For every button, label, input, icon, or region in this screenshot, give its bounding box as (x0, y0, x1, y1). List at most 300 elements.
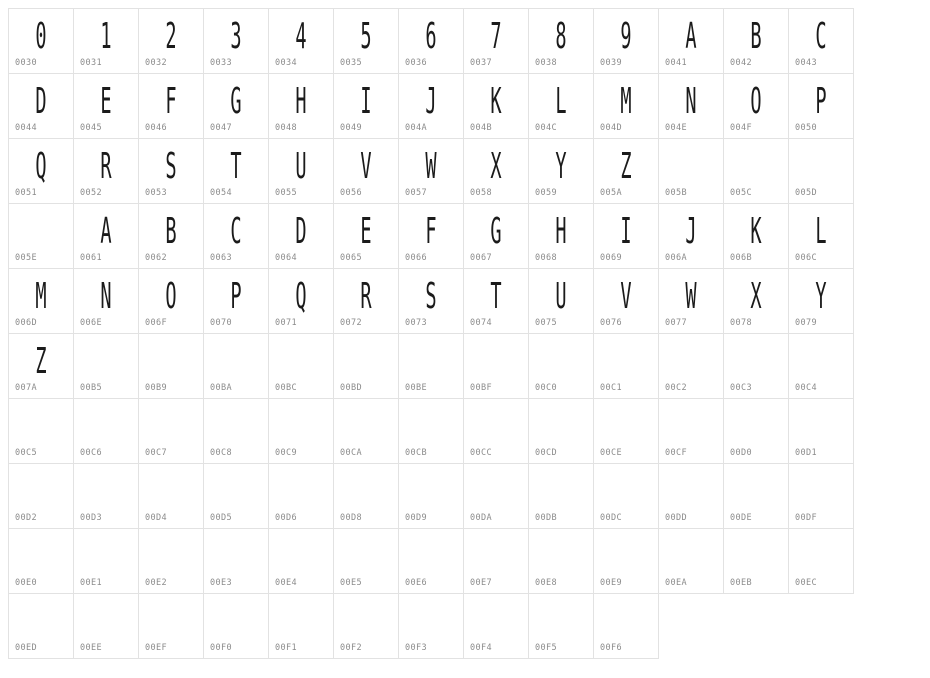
glyph-character (606, 340, 646, 385)
glyph-cell[interactable] (659, 204, 724, 269)
glyph-character (606, 470, 646, 515)
glyph-unicode-code: 00D8 (340, 513, 363, 523)
glyph-unicode-code: 00EA (665, 578, 688, 588)
glyph-character (151, 340, 191, 385)
glyph-unicode-code: 0037 (470, 58, 493, 68)
glyph-character (281, 470, 321, 515)
glyph-unicode-code: 005B (665, 188, 688, 198)
glyph-character: S (425, 276, 437, 318)
glyph-cell[interactable] (204, 594, 269, 659)
glyph-unicode-code: 00BF (470, 383, 493, 393)
glyph-unicode-code: 004E (665, 123, 688, 133)
glyph-cell[interactable] (724, 269, 789, 334)
glyph-cell[interactable] (334, 529, 399, 594)
glyph-cell[interactable] (529, 269, 594, 334)
glyph-unicode-code: 0052 (80, 188, 103, 198)
glyph-unicode-code: 0034 (275, 58, 298, 68)
glyph-character: I (360, 81, 372, 123)
glyph-character (151, 535, 191, 580)
glyph-unicode-code: 00F5 (535, 643, 558, 653)
glyph-character (671, 470, 711, 515)
glyph-character: 9 (620, 16, 632, 58)
glyph-cell[interactable] (399, 464, 464, 529)
glyph-cell[interactable] (269, 399, 334, 464)
glyph-character: H (555, 211, 567, 253)
glyph-unicode-code: 006C (795, 253, 818, 263)
glyph-character: Y (555, 146, 567, 188)
glyph-unicode-code: 00E0 (15, 578, 38, 588)
glyph-cell[interactable] (204, 334, 269, 399)
glyph-character (151, 470, 191, 515)
glyph-cell[interactable] (139, 74, 204, 139)
glyph-unicode-code: 00C1 (600, 383, 623, 393)
glyph-unicode-code: 0036 (405, 58, 428, 68)
glyph-unicode-code: 00D4 (145, 513, 168, 523)
glyph-cell[interactable] (139, 594, 204, 659)
glyph-character (411, 600, 451, 645)
glyph-unicode-code: 00DD (665, 513, 688, 523)
glyph-cell[interactable] (789, 9, 854, 74)
glyph-unicode-code: 00C3 (730, 383, 753, 393)
glyph-cell[interactable] (74, 139, 139, 204)
glyph-unicode-code: 0073 (405, 318, 428, 328)
glyph-cell[interactable] (269, 269, 334, 334)
glyph-character: G (230, 81, 242, 123)
glyph-unicode-code: 0042 (730, 58, 753, 68)
glyph-character (801, 535, 841, 580)
glyph-cell[interactable] (269, 139, 334, 204)
glyph-unicode-code: 00EE (80, 643, 103, 653)
glyph-unicode-code: 00E6 (405, 578, 428, 588)
glyph-unicode-code: 006F (145, 318, 168, 328)
glyph-cell[interactable] (659, 464, 724, 529)
glyph-cell[interactable] (659, 74, 724, 139)
glyph-character: E (360, 211, 372, 253)
glyph-unicode-code: 00CB (405, 448, 428, 458)
glyph-unicode-code: 00C4 (795, 383, 818, 393)
glyph-cell[interactable] (334, 9, 399, 74)
glyph-cell[interactable] (74, 464, 139, 529)
glyph-cell[interactable] (139, 464, 204, 529)
glyph-cell[interactable] (724, 139, 789, 204)
glyph-unicode-code: 0059 (535, 188, 558, 198)
glyph-cell[interactable] (9, 139, 74, 204)
glyph-unicode-code: 004B (470, 123, 493, 133)
glyph-cell[interactable] (529, 399, 594, 464)
glyph-character (541, 340, 581, 385)
glyph-cell[interactable] (334, 594, 399, 659)
glyph-cell[interactable] (529, 594, 594, 659)
glyph-character (346, 470, 386, 515)
glyph-cell[interactable] (789, 334, 854, 399)
glyph-unicode-code: 00BD (340, 383, 363, 393)
glyph-cell[interactable] (334, 139, 399, 204)
glyph-unicode-code: 00E1 (80, 578, 103, 588)
glyph-cell[interactable] (9, 74, 74, 139)
glyph-unicode-code: 0057 (405, 188, 428, 198)
glyph-character (346, 405, 386, 450)
glyph-unicode-code: 0044 (15, 123, 38, 133)
glyph-unicode-code: 00D2 (15, 513, 38, 523)
glyph-character: C (815, 16, 827, 58)
glyph-unicode-code: 006E (80, 318, 103, 328)
glyph-character (476, 340, 516, 385)
glyph-character: M (620, 81, 632, 123)
glyph-unicode-code: 00EB (730, 578, 753, 588)
glyph-unicode-code: 004F (730, 123, 753, 133)
glyph-cell[interactable] (594, 464, 659, 529)
glyph-unicode-code: 005C (730, 188, 753, 198)
glyph-cell[interactable] (464, 74, 529, 139)
glyph-cell[interactable] (334, 399, 399, 464)
glyph-unicode-code: 005A (600, 188, 623, 198)
glyph-character: Y (815, 276, 827, 318)
glyph-cell[interactable] (334, 334, 399, 399)
glyph-cell[interactable] (789, 399, 854, 464)
glyph-cell[interactable] (9, 204, 74, 269)
glyph-cell[interactable] (464, 204, 529, 269)
glyph-character (21, 210, 61, 255)
glyph-character: Q (35, 146, 47, 188)
glyph-cell[interactable] (74, 204, 139, 269)
glyph-character (801, 470, 841, 515)
glyph-character (736, 340, 776, 385)
glyph-unicode-code: 00C2 (665, 383, 688, 393)
glyph-cell[interactable] (529, 9, 594, 74)
glyph-cell[interactable] (399, 139, 464, 204)
glyph-cell[interactable] (399, 529, 464, 594)
glyph-character (21, 405, 61, 450)
glyph-cell[interactable] (789, 204, 854, 269)
glyph-cell[interactable] (594, 9, 659, 74)
glyph-character: O (750, 81, 762, 123)
glyph-cell[interactable] (204, 139, 269, 204)
glyph-cell[interactable] (594, 139, 659, 204)
glyph-cell[interactable] (659, 139, 724, 204)
glyph-cell[interactable] (334, 464, 399, 529)
glyph-cell[interactable] (464, 529, 529, 594)
glyph-cell[interactable] (529, 464, 594, 529)
glyph-unicode-code: 0045 (80, 123, 103, 133)
glyph-cell[interactable] (139, 334, 204, 399)
glyph-unicode-code: 00D6 (275, 513, 298, 523)
glyph-character (21, 535, 61, 580)
glyph-unicode-code: 00D5 (210, 513, 233, 523)
glyph-character (216, 470, 256, 515)
glyph-unicode-code: 00ED (15, 643, 38, 653)
glyph-cell[interactable] (74, 9, 139, 74)
glyph-character: L (555, 81, 567, 123)
glyph-unicode-code: 0054 (210, 188, 233, 198)
glyph-unicode-code: 006D (15, 318, 38, 328)
glyph-unicode-code: 00C5 (15, 448, 38, 458)
glyph-unicode-code: 004C (535, 123, 558, 133)
glyph-cell[interactable] (464, 334, 529, 399)
glyph-cell[interactable] (139, 139, 204, 204)
glyph-cell[interactable] (464, 399, 529, 464)
glyph-cell[interactable] (529, 204, 594, 269)
glyph-character: B (750, 16, 762, 58)
glyph-cell[interactable] (9, 399, 74, 464)
glyph-unicode-code: 0046 (145, 123, 168, 133)
glyph-cell[interactable] (464, 594, 529, 659)
glyph-character: C (230, 211, 242, 253)
glyph-unicode-code: 0030 (15, 58, 38, 68)
glyph-cell[interactable] (529, 74, 594, 139)
glyph-unicode-code: 00C6 (80, 448, 103, 458)
glyph-cell[interactable] (139, 399, 204, 464)
glyph-cell[interactable] (464, 464, 529, 529)
glyph-cell[interactable] (399, 334, 464, 399)
glyph-cell[interactable] (399, 9, 464, 74)
glyph-unicode-code: 00F6 (600, 643, 623, 653)
glyph-cell[interactable] (139, 9, 204, 74)
glyph-unicode-code: 005D (795, 188, 818, 198)
glyph-unicode-code: 00CE (600, 448, 623, 458)
glyph-unicode-code: 00F0 (210, 643, 233, 653)
glyph-character: S (165, 146, 177, 188)
glyph-character: A (100, 211, 112, 253)
glyph-unicode-code: 006B (730, 253, 753, 263)
glyph-character: F (425, 211, 437, 253)
glyph-character (411, 535, 451, 580)
glyph-unicode-code: 00D1 (795, 448, 818, 458)
glyph-cell[interactable] (594, 529, 659, 594)
glyph-character: 6 (425, 16, 437, 58)
glyph-character: L (815, 211, 827, 253)
glyph-cell[interactable] (9, 269, 74, 334)
glyph-cell[interactable] (269, 464, 334, 529)
glyph-cell[interactable] (204, 204, 269, 269)
glyph-unicode-code: 0072 (340, 318, 363, 328)
glyph-character (151, 600, 191, 645)
glyph-unicode-code: 0035 (340, 58, 363, 68)
glyph-character: H (295, 81, 307, 123)
glyph-cell[interactable] (464, 9, 529, 74)
glyph-cell[interactable] (724, 529, 789, 594)
glyph-character: K (750, 211, 762, 253)
glyph-character (801, 405, 841, 450)
glyph-character (736, 470, 776, 515)
glyph-cell[interactable] (594, 334, 659, 399)
glyph-cell[interactable] (204, 464, 269, 529)
glyph-cell[interactable] (659, 399, 724, 464)
glyph-cell[interactable] (74, 594, 139, 659)
glyph-unicode-code: 0077 (665, 318, 688, 328)
glyph-cell[interactable] (594, 594, 659, 659)
glyph-cell[interactable] (789, 464, 854, 529)
glyph-character (21, 470, 61, 515)
glyph-cell[interactable] (204, 399, 269, 464)
glyph-cell[interactable] (464, 269, 529, 334)
glyph-cell[interactable] (9, 334, 74, 399)
glyph-character: R (100, 146, 112, 188)
glyph-cell[interactable] (724, 9, 789, 74)
glyph-character: 0 (35, 16, 47, 58)
glyph-unicode-code: 00C7 (145, 448, 168, 458)
glyph-unicode-code: 0075 (535, 318, 558, 328)
glyph-character (801, 340, 841, 385)
glyph-unicode-code: 005E (15, 253, 38, 263)
glyph-cell[interactable] (9, 9, 74, 74)
glyph-cell[interactable] (594, 204, 659, 269)
glyph-cell[interactable] (74, 399, 139, 464)
glyph-cell[interactable] (139, 269, 204, 334)
glyph-unicode-code: 00C0 (535, 383, 558, 393)
glyph-cell[interactable] (204, 74, 269, 139)
glyph-cell[interactable] (594, 399, 659, 464)
glyph-cell[interactable] (724, 464, 789, 529)
glyph-cell[interactable] (269, 204, 334, 269)
glyph-character: R (360, 276, 372, 318)
glyph-cell[interactable] (724, 399, 789, 464)
glyph-cell[interactable] (139, 204, 204, 269)
glyph-cell[interactable] (659, 529, 724, 594)
glyph-unicode-code: 0056 (340, 188, 363, 198)
glyph-character (86, 470, 126, 515)
glyph-cell[interactable] (724, 74, 789, 139)
glyph-unicode-code: 00F2 (340, 643, 363, 653)
glyph-character: X (490, 146, 502, 188)
glyph-cell[interactable] (464, 139, 529, 204)
glyph-character (476, 470, 516, 515)
glyph-cell[interactable] (399, 74, 464, 139)
glyph-character (281, 405, 321, 450)
glyph-unicode-code: 004A (405, 123, 428, 133)
glyph-cell[interactable] (724, 204, 789, 269)
glyph-cell[interactable] (204, 9, 269, 74)
glyph-cell[interactable] (9, 464, 74, 529)
glyph-unicode-code: 0031 (80, 58, 103, 68)
glyph-cell[interactable] (334, 74, 399, 139)
glyph-cell[interactable] (399, 204, 464, 269)
glyph-cell[interactable] (334, 269, 399, 334)
glyph-character (86, 340, 126, 385)
glyph-character: X (750, 276, 762, 318)
glyph-character: Z (620, 146, 632, 188)
glyph-unicode-code: 00DA (470, 513, 493, 523)
glyph-cell[interactable] (529, 529, 594, 594)
glyph-character (86, 535, 126, 580)
glyph-cell[interactable] (789, 139, 854, 204)
glyph-unicode-code: 00F1 (275, 643, 298, 653)
glyph-unicode-code: 00DC (600, 513, 623, 523)
glyph-unicode-code: 006A (665, 253, 688, 263)
glyph-character (541, 535, 581, 580)
glyph-cell[interactable] (529, 139, 594, 204)
glyph-cell[interactable] (789, 529, 854, 594)
glyph-cell[interactable] (74, 74, 139, 139)
glyph-character (216, 535, 256, 580)
glyph-cell[interactable] (659, 269, 724, 334)
glyph-cell[interactable] (789, 269, 854, 334)
glyph-character (216, 340, 256, 385)
glyph-character: N (685, 81, 697, 123)
glyph-cell[interactable] (269, 594, 334, 659)
glyph-unicode-code: 0076 (600, 318, 623, 328)
glyph-cell[interactable] (724, 334, 789, 399)
glyph-cell[interactable] (269, 74, 334, 139)
glyph-unicode-code: 0079 (795, 318, 818, 328)
glyph-unicode-code: 0070 (210, 318, 233, 328)
glyph-character: U (295, 146, 307, 188)
glyph-cell[interactable] (269, 9, 334, 74)
glyph-character (606, 535, 646, 580)
glyph-unicode-code: 0051 (15, 188, 38, 198)
glyph-character: D (35, 81, 47, 123)
glyph-character: N (100, 276, 112, 318)
glyph-unicode-code: 00D9 (405, 513, 428, 523)
glyph-cell[interactable] (594, 269, 659, 334)
glyph-cell[interactable] (789, 74, 854, 139)
glyph-unicode-code: 00CD (535, 448, 558, 458)
glyph-character: F (165, 81, 177, 123)
glyph-cell[interactable] (334, 204, 399, 269)
glyph-unicode-code: 0068 (535, 253, 558, 263)
glyph-unicode-code: 00E7 (470, 578, 493, 588)
glyph-cell[interactable] (269, 334, 334, 399)
glyph-character (216, 405, 256, 450)
glyph-unicode-code: 0048 (275, 123, 298, 133)
glyph-unicode-code: 0050 (795, 123, 818, 133)
glyph-unicode-code: 007A (15, 383, 38, 393)
glyph-cell[interactable] (399, 399, 464, 464)
glyph-cell[interactable] (74, 269, 139, 334)
glyph-unicode-code: 0065 (340, 253, 363, 263)
glyph-cell[interactable] (74, 334, 139, 399)
glyph-unicode-code: 00BA (210, 383, 233, 393)
glyph-cell[interactable] (204, 269, 269, 334)
glyph-character: Q (295, 276, 307, 318)
glyph-unicode-code: 0061 (80, 253, 103, 263)
glyph-cell[interactable] (74, 529, 139, 594)
glyph-character (801, 145, 841, 190)
glyph-character (346, 340, 386, 385)
glyph-character: M (35, 276, 47, 318)
glyph-character: D (295, 211, 307, 253)
glyph-character: T (230, 146, 242, 188)
glyph-character: 2 (165, 16, 177, 58)
glyph-character (346, 535, 386, 580)
glyph-unicode-code: 0041 (665, 58, 688, 68)
glyph-cell[interactable] (399, 269, 464, 334)
glyph-cell[interactable] (594, 74, 659, 139)
glyph-unicode-code: 0032 (145, 58, 168, 68)
glyph-character (476, 600, 516, 645)
glyph-cell[interactable] (9, 529, 74, 594)
glyph-unicode-code: 0055 (275, 188, 298, 198)
glyph-cell[interactable] (9, 594, 74, 659)
glyph-character (476, 405, 516, 450)
glyph-unicode-code: 0047 (210, 123, 233, 133)
glyph-cell[interactable] (529, 334, 594, 399)
glyph-cell[interactable] (399, 594, 464, 659)
glyph-character: P (230, 276, 242, 318)
glyph-cell[interactable] (659, 334, 724, 399)
glyph-cell[interactable] (269, 529, 334, 594)
glyph-character: 1 (100, 16, 112, 58)
glyph-cell[interactable] (659, 9, 724, 74)
glyph-character: E (100, 81, 112, 123)
glyph-cell[interactable] (204, 529, 269, 594)
glyph-character: V (360, 146, 372, 188)
glyph-character (671, 145, 711, 190)
glyph-character (671, 535, 711, 580)
glyph-cell[interactable] (139, 529, 204, 594)
glyph-character (86, 600, 126, 645)
glyph-unicode-code: 00EC (795, 578, 818, 588)
glyph-unicode-code: 0058 (470, 188, 493, 198)
